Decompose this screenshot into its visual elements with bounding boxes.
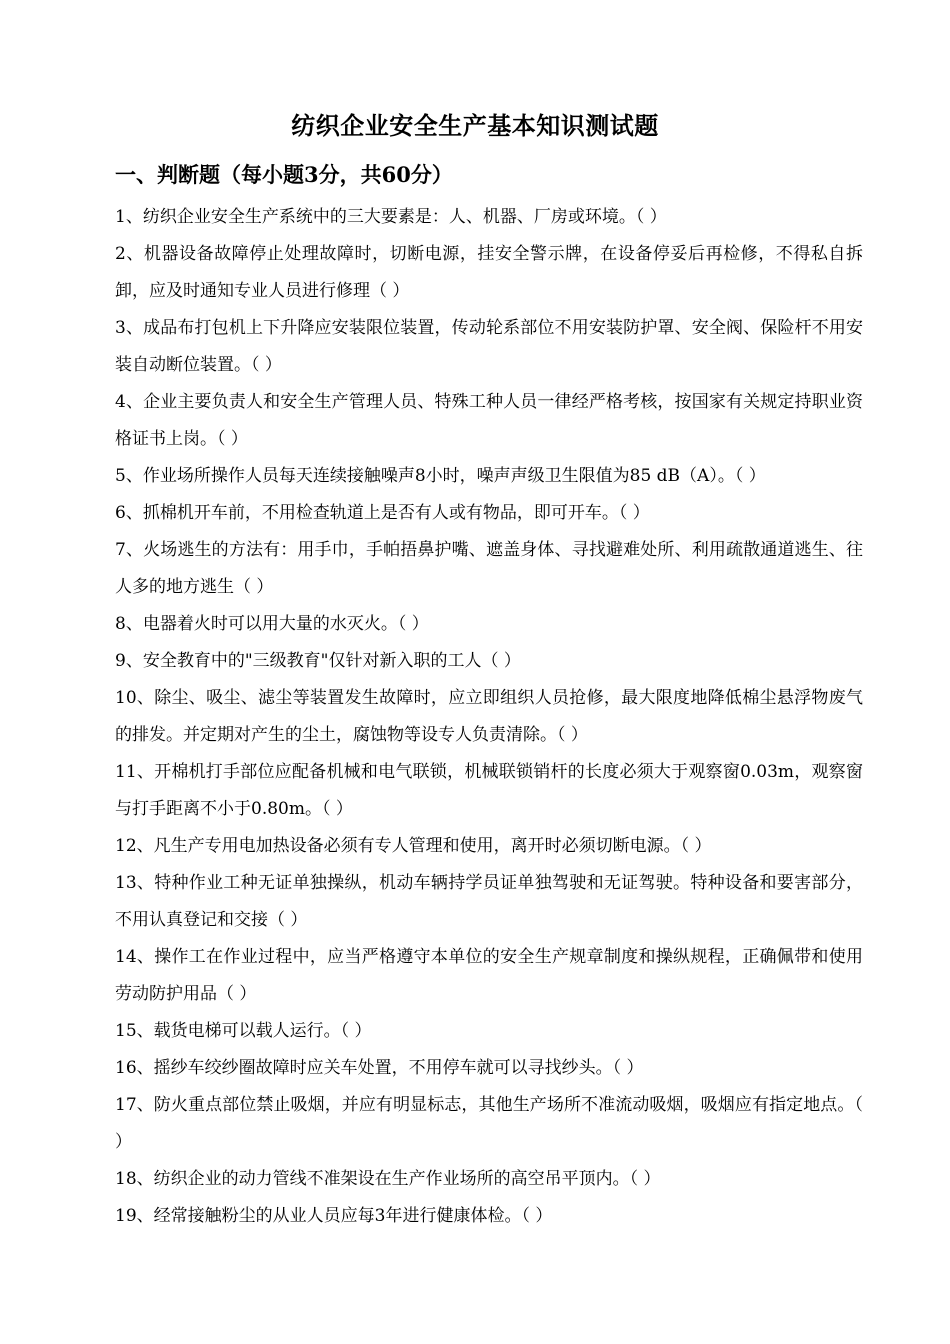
- document-title: 纺织企业安全生产基本知识测试题: [291, 111, 659, 140]
- question-item: 7、火场逃生的方法有：用手巾，手帕捂鼻护嘴、遮盖身体、寻找避难处所、利用疏散通道逃生、往人多的地方逃生（ ）: [115, 540, 863, 597]
- question-item: 5、作业场所操作人员每天连续接触噪声8小时，噪声声级卫生限值为85 dB（A）。（ ）: [115, 466, 766, 486]
- question-item: 13、特种作业工种无证单独操纵，机动车辆持学员证单独驾驶和无证驾驶。特种设备和要害部分，不用认真登记和交接（ ）: [115, 873, 863, 930]
- question-item: 18、纺织企业的动力管线不准架设在生产作业场所的高空吊平顶内。（ ）: [115, 1169, 661, 1189]
- question-item: 17、防火重点部位禁止吸烟，并应有明显标志，其他生产场所不准流动吸烟，吸烟应有指定地点。（ ）: [115, 1095, 863, 1152]
- question-item: 9、安全教育中的"三级教育"仅针对新入职的工人（ ）: [115, 651, 521, 671]
- question-item: 14、操作工在作业过程中，应当严格遵守本单位的安全生产规章制度和操纵规程，正确佩带和使用劳动防护用品（ ）: [115, 947, 863, 1004]
- question-item: 6、抓棉机开车前，不用检查轨道上是否有人或有物品，即可开车。（ ）: [115, 503, 650, 523]
- question-item: 16、摇纱车绞纱圈故障时应关车处置，不用停车就可以寻找纱头。（ ）: [115, 1058, 644, 1078]
- question-item: 19、经常接触粉尘的从业人员应每3年进行健康体检。（ ）: [115, 1206, 553, 1226]
- question-item: 15、载货电梯可以载人运行。（ ）: [115, 1021, 372, 1041]
- question-list: [115, 199, 863, 1235]
- question-item: 3、成品布打包机上下升降应安装限位装置，传动轮系部位不用安装防护罩、安全阀、保险杆不用安装自动断位装置。（ ）: [115, 318, 863, 375]
- question-item: 1、纺织企业安全生产系统中的三大要素是：人、机器、厂房或环境。（ ）: [115, 207, 667, 227]
- section-heading: 一、判断题（每小题3分，共60分）: [115, 162, 453, 187]
- question-item: 8、电器着火时可以用大量的水灭火。（ ）: [115, 614, 429, 634]
- question-item: 12、凡生产专用电加热设备必须有专人管理和使用，离开时必须切断电源。（ ）: [115, 836, 712, 856]
- question-item: 10、除尘、吸尘、滤尘等装置发生故障时，应立即组织人员抢修，最大限度地降低棉尘悬浮物废气的排发。并定期对产生的尘土，腐蚀物等设专人负责清除。（ ）: [115, 688, 863, 745]
- question-item: 4、企业主要负责人和安全生产管理人员、特殊工种人员一律经严格考核，按国家有关规定持职业资格证书上岗。（ ）: [115, 392, 863, 449]
- question-item: 2、机器设备故障停止处理故障时，切断电源，挂安全警示牌，在设备停妥后再检修，不得私自拆卸，应及时通知专业人员进行修理（ ）: [115, 244, 863, 301]
- question-item: 11、开棉机打手部位应配备机械和电气联锁，机械联锁销杆的长度必须大于观察窗0.03m，观察窗与打手距离不小于0.80m。（ ）: [115, 762, 863, 819]
